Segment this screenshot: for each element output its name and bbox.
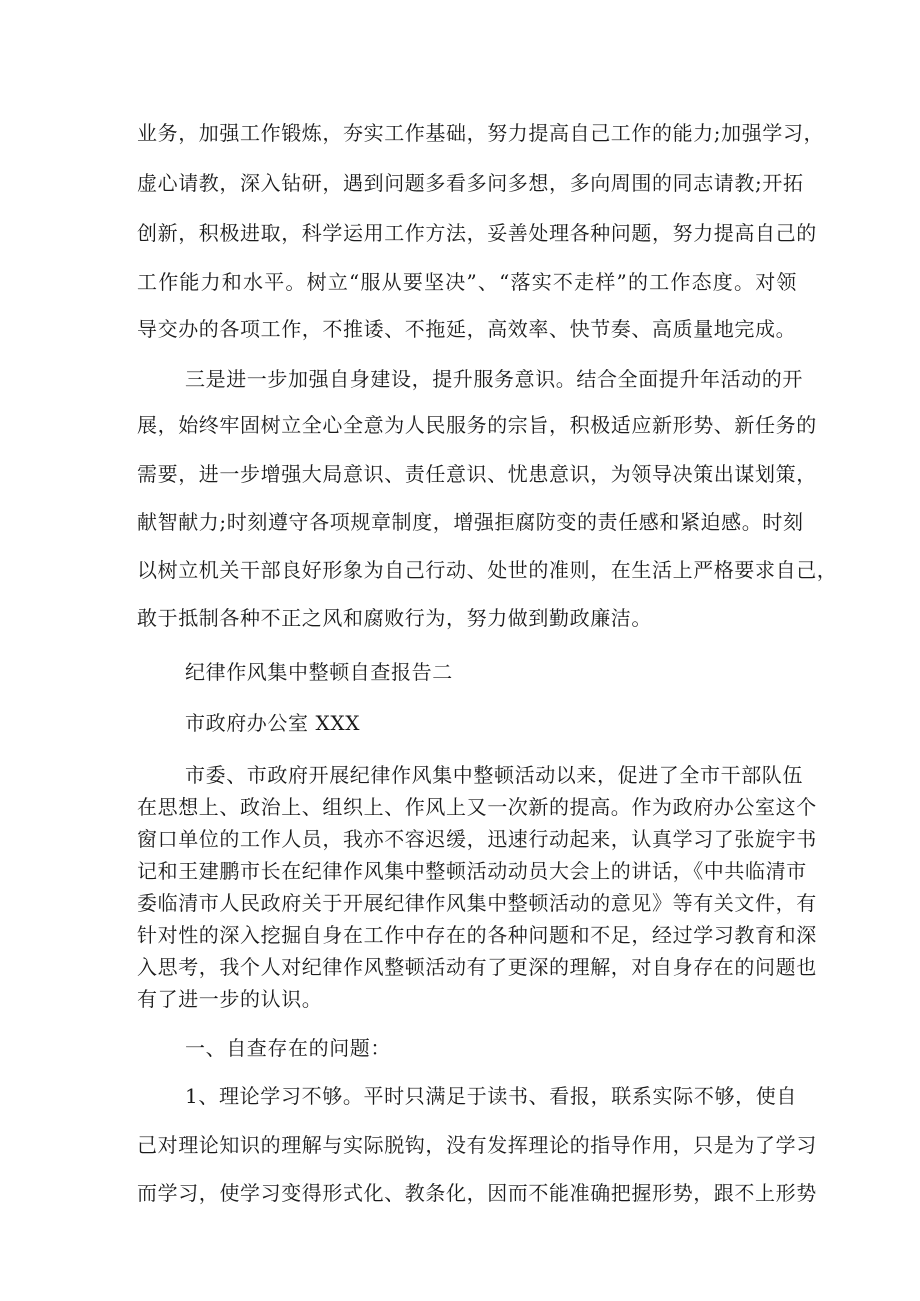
paragraph-line: 有了进一步的认识。 — [137, 987, 323, 1011]
paragraph-line: 委临清市人民政府关于开展纪律作风集中整顿活动的意见》等有关文件，有 — [137, 891, 817, 915]
paragraph-line: 导交办的各项工作，不推诿、不拖延，高效率、快节奏、高质量地完成。 — [137, 317, 797, 341]
paragraph-line: 窗口单位的工作人员，我亦不容迟缓，迅速行动起来，认真学习了张旋宇书 — [137, 827, 817, 851]
paragraph-line: 而学习，使学习变得形式化、教条化，因而不能准确把握形势，跟不上形势 — [137, 1181, 817, 1205]
report-author: 市政府办公室 XXX — [185, 711, 361, 735]
paragraph-line: 敢于抵制各种不正之风和腐败行为，努力做到勤政廉洁。 — [137, 606, 652, 630]
paragraph-line: 三是进一步加强自身建设，提升服务意识。结合全面提升年活动的开 — [185, 367, 803, 391]
paragraph-line: 展，始终牢固树立全心全意为人民服务的宗旨，积极适应新形势、新任务的 — [137, 413, 817, 437]
report-title: 纪律作风集中整顿自查报告二 — [185, 660, 453, 684]
paragraph-line: 记和王建鹏市长在纪律作风集中整顿活动动员大会上的讲话，《中共临清市 — [137, 859, 807, 883]
paragraph-line: 献智献力;时刻遵守各项规章制度，增强拒腐防变的责任感和紧迫感。时刻 — [137, 510, 804, 534]
paragraph-line: 市委、市政府开展纪律作风集中整顿活动以来，促进了全市干部队伍 — [185, 763, 803, 787]
paragraph-line: 创新，积极进取，科学运用工作方法，妥善处理各种问题，努力提高自己的 — [137, 221, 817, 245]
paragraph-line: 以树立机关干部良好形象为自己行动、处世的准则，在生活上严格要求自己， — [137, 558, 838, 582]
paragraph-line: 入思考，我个人对纪律作风整顿活动有了更深的理解，对自身存在的问题也 — [137, 955, 817, 979]
section-heading: 一、自查存在的问题： — [185, 1036, 391, 1060]
paragraph-line: 针对性的深入挖掘自身在工作中存在的各种问题和不足，经过学习教育和深 — [137, 923, 817, 947]
paragraph-line: 1、理论学习不够。平时只满足于读书、看报，联系实际不够，使自 — [185, 1084, 797, 1108]
paragraph-line: 虚心请教，深入钻研，遇到问题多看多问多想，多向周围的同志请教;开拓 — [137, 171, 804, 195]
paragraph-line: 业务，加强工作锻炼，夯实工作基础，努力提高自己工作的能力;加强学习， — [137, 121, 825, 145]
paragraph-line: 需要，进一步增强大局意识、责任意识、忧患意识，为领导决策出谋划策， — [137, 462, 817, 486]
paragraph-line: 在思想上、政治上、组织上、作风上又一次新的提高。作为政府办公室这个 — [137, 795, 817, 819]
paragraph-line: 己对理论知识的理解与实际脱钩，没有发挥理论的指导作用，只是为了学习 — [137, 1133, 817, 1157]
paragraph-line: 工作能力和水平。树立“服从要坚决”、“落实不走样”的工作态度。对领 — [137, 270, 797, 294]
